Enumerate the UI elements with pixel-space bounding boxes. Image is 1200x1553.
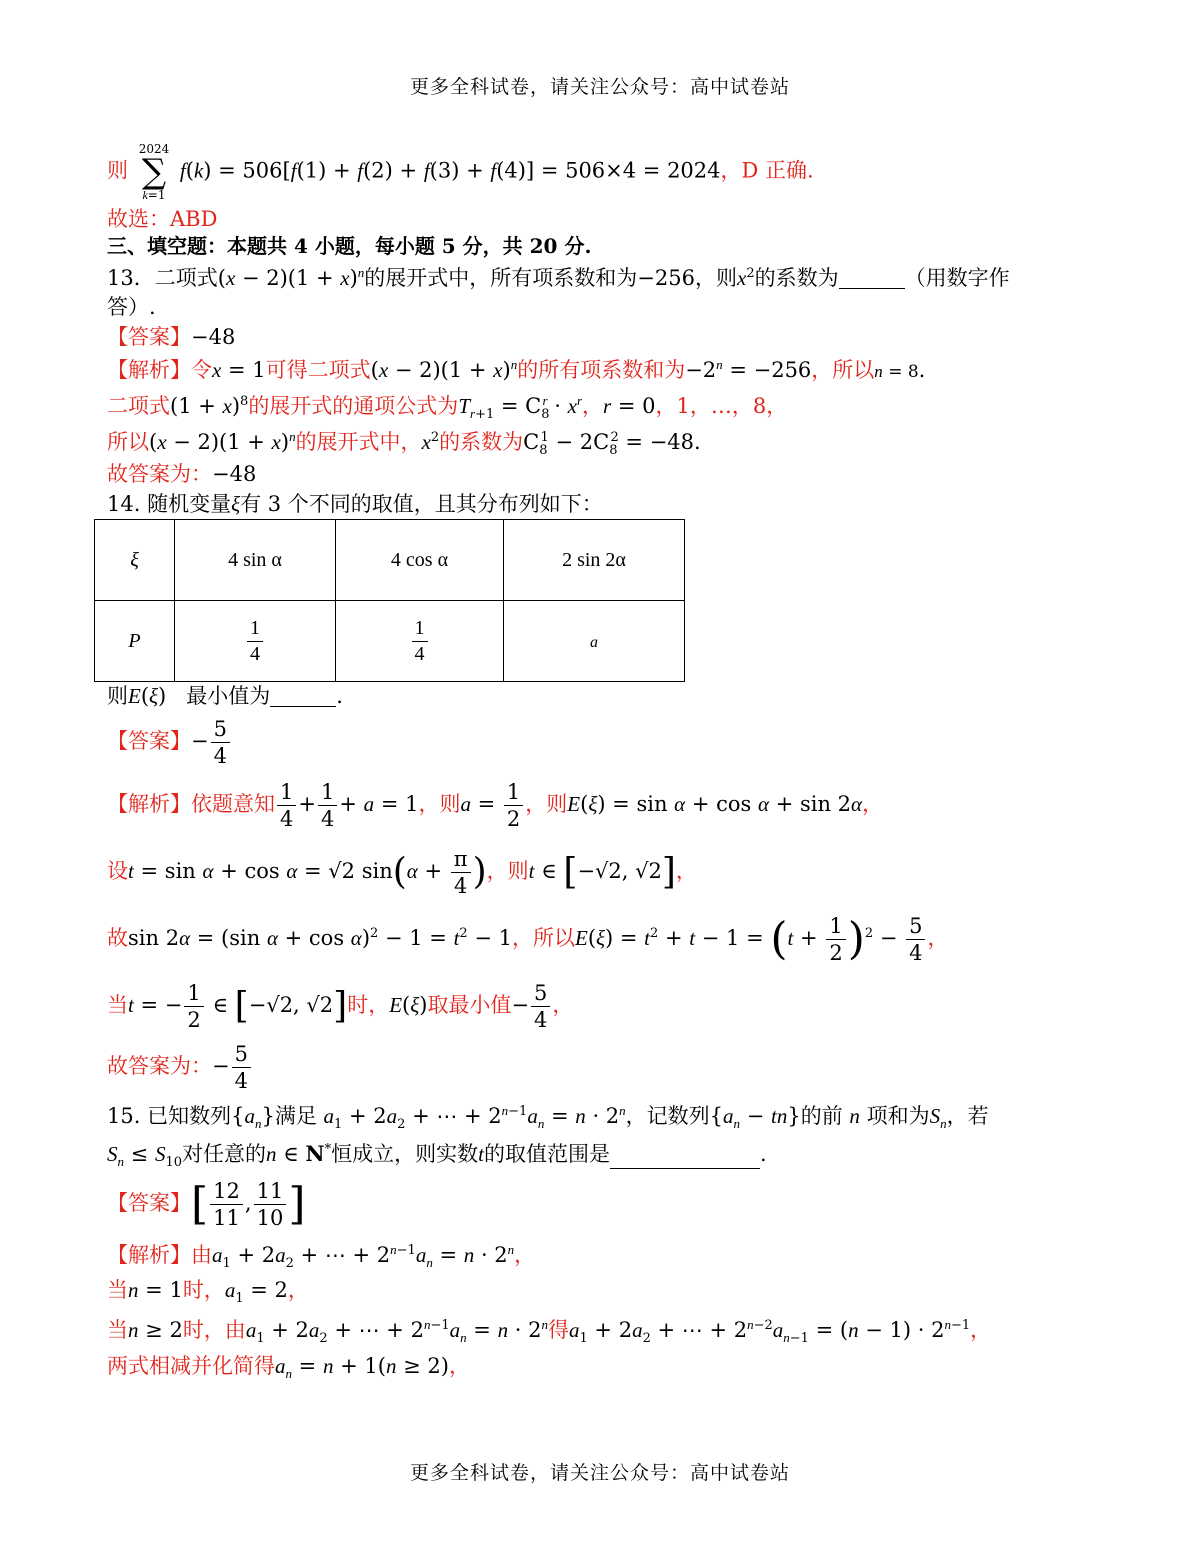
page-header: 更多全科试卷，请关注公众号：高中试卷站 bbox=[409, 76, 790, 98]
answer-blank bbox=[839, 270, 905, 289]
table-cell: 2 sin 2α bbox=[504, 520, 685, 601]
q13-stem: 13．二项式$(x - 2)(1 + x)^n$的展开式中，所有项系数和为−256，则$x^2$的系数为 （用数字作 bbox=[107, 265, 1010, 290]
table-row bbox=[95, 520, 685, 601]
page-footer: 更多全科试卷，请关注公众号：高中试卷站 bbox=[409, 1462, 790, 1484]
q15-stem-1: 15. 已知数列$\{a_n\}$满足 $a_1 + 2a_2$ + ⋯ + $2^{n-1}a_n = n \cdot 2^n$，记数列$\{a_n - tn\}$的前 n 项和为$S_n$，若 bbox=[107, 1103, 989, 1133]
q14-answer: 【答案】− $\frac{5}{4}$ bbox=[107, 718, 232, 767]
answer-blank bbox=[610, 1150, 760, 1169]
q13-solution-1: 【解析】令x = 1可得二项式$(x - 2)(1 + x)^n$的所有项系数和为$-2^n = -256$，所以n = 8. bbox=[107, 357, 926, 382]
sum-expression: f(k) = 506[f(1) + f(2) + f(3) + f(4)] = 506×4 = 2024 bbox=[179, 158, 721, 183]
sum-conclusion: ，D 正确. bbox=[720, 158, 814, 183]
sum-line bbox=[107, 143, 814, 201]
q14-solution-4: 当t = − $\frac{1}{2}$ ∈ [−√2, √2]时，E(ξ)取最小值− $\frac{5}{4}$ ， bbox=[107, 981, 574, 1033]
q13-solution-3: 所以$(x - 2)(1 + x)^n$的展开式中，$x^2$的系数为$C_8^1 - 2C_8^2 = -48$. bbox=[107, 429, 701, 459]
q14-solution-1: 【解析】依题意知 $\frac{1}{4}$ + $\frac{1}{4}$ + a = 1，则a = $\frac{1}{2}$ ，则E(ξ) = sin α + cos α + sin 2α， bbox=[107, 780, 884, 832]
q13-final: 故答案为：−48 bbox=[107, 462, 257, 486]
table-cell: 4 cos α bbox=[336, 520, 504, 601]
distribution-table bbox=[94, 519, 685, 682]
table-cell: P bbox=[95, 601, 175, 682]
q15-stem-2: $S_n \le S_{10}$对任意的n ∈ N*恒成立，则实数t的取值范围是 . bbox=[107, 1141, 767, 1171]
answer-blank bbox=[270, 688, 336, 707]
q14-final: 故答案为：− $\frac{5}{4}$ bbox=[107, 1043, 253, 1092]
choice-line: 故选：ABD bbox=[107, 207, 218, 231]
table-cell: 4 sin α bbox=[175, 520, 336, 601]
q13-stem-cont: 答）. bbox=[107, 295, 156, 319]
table-cell: a bbox=[504, 601, 685, 682]
q13-solution-2: 二项式$(1 + x)^8$的展开式的通项公式为$T_{r+1} = C_8^r \cdot x^r$，r = 0，1，…，8， bbox=[107, 393, 788, 423]
q13-answer: 【答案】−48 bbox=[107, 325, 236, 349]
table-row bbox=[95, 601, 685, 682]
q14-stem: 14. 随机变量ξ有 3 个不同的取值，且其分布列如下： bbox=[107, 492, 603, 516]
q15-solution-1: 【解析】由$a_1 + 2a_2$ + ⋯ + $2^{n-1}a_n = n \cdot 2^n$， bbox=[107, 1242, 536, 1272]
table-cell: $\frac{1}{4}$ bbox=[175, 601, 336, 682]
table-cell: ξ bbox=[95, 520, 175, 601]
q14-question: 则E(ξ) 最小值为 . bbox=[107, 684, 343, 708]
table-cell: $\frac{1}{4}$ bbox=[336, 601, 504, 682]
q15-answer: 【答案】[ $\frac{12}{11}$ , $\frac{11}{10}$ ] bbox=[107, 1178, 306, 1231]
summation-symbol: 2024 ∑ k=1 bbox=[138, 142, 170, 202]
q14-solution-2: 设t = sin α + cos α = √2 sin(α + $\frac{\pi}{4}$ )，则t ∈ [−√2, √2]， bbox=[107, 847, 697, 899]
section-heading: 三、填空题：本题共 4 小题，每小题 5 分，共 20 分. bbox=[107, 234, 592, 258]
text-ze: 则 bbox=[107, 158, 128, 183]
q15-solution-3: 当n ≥ 2时，由$a_1 + 2a_2$ + ⋯ + $2^{n-1}a_n = n \cdot 2^n$得$a_1 + 2a_2$ + ⋯ + $2^{n-2}a_{n-1} = (n - 1) \cdot 2^{n-1}$， bbox=[107, 1317, 992, 1347]
q14-solution-3: 故sin 2α = (sin $\alpha + \cos \alpha)^2 - 1 = t^2 - 1$，所以$E(\xi) = t^2 + t - 1 = (t$ + $\frac{1}{2}$ )$^2$ − $\frac{5}{4}$ ， bbox=[107, 913, 949, 966]
q15-solution-4: 两式相减并化简得$a_n = n + 1(n \ge 2)$， bbox=[107, 1354, 470, 1382]
q15-solution-2: 当n = 1时，$a_1 = 2$， bbox=[107, 1278, 309, 1307]
